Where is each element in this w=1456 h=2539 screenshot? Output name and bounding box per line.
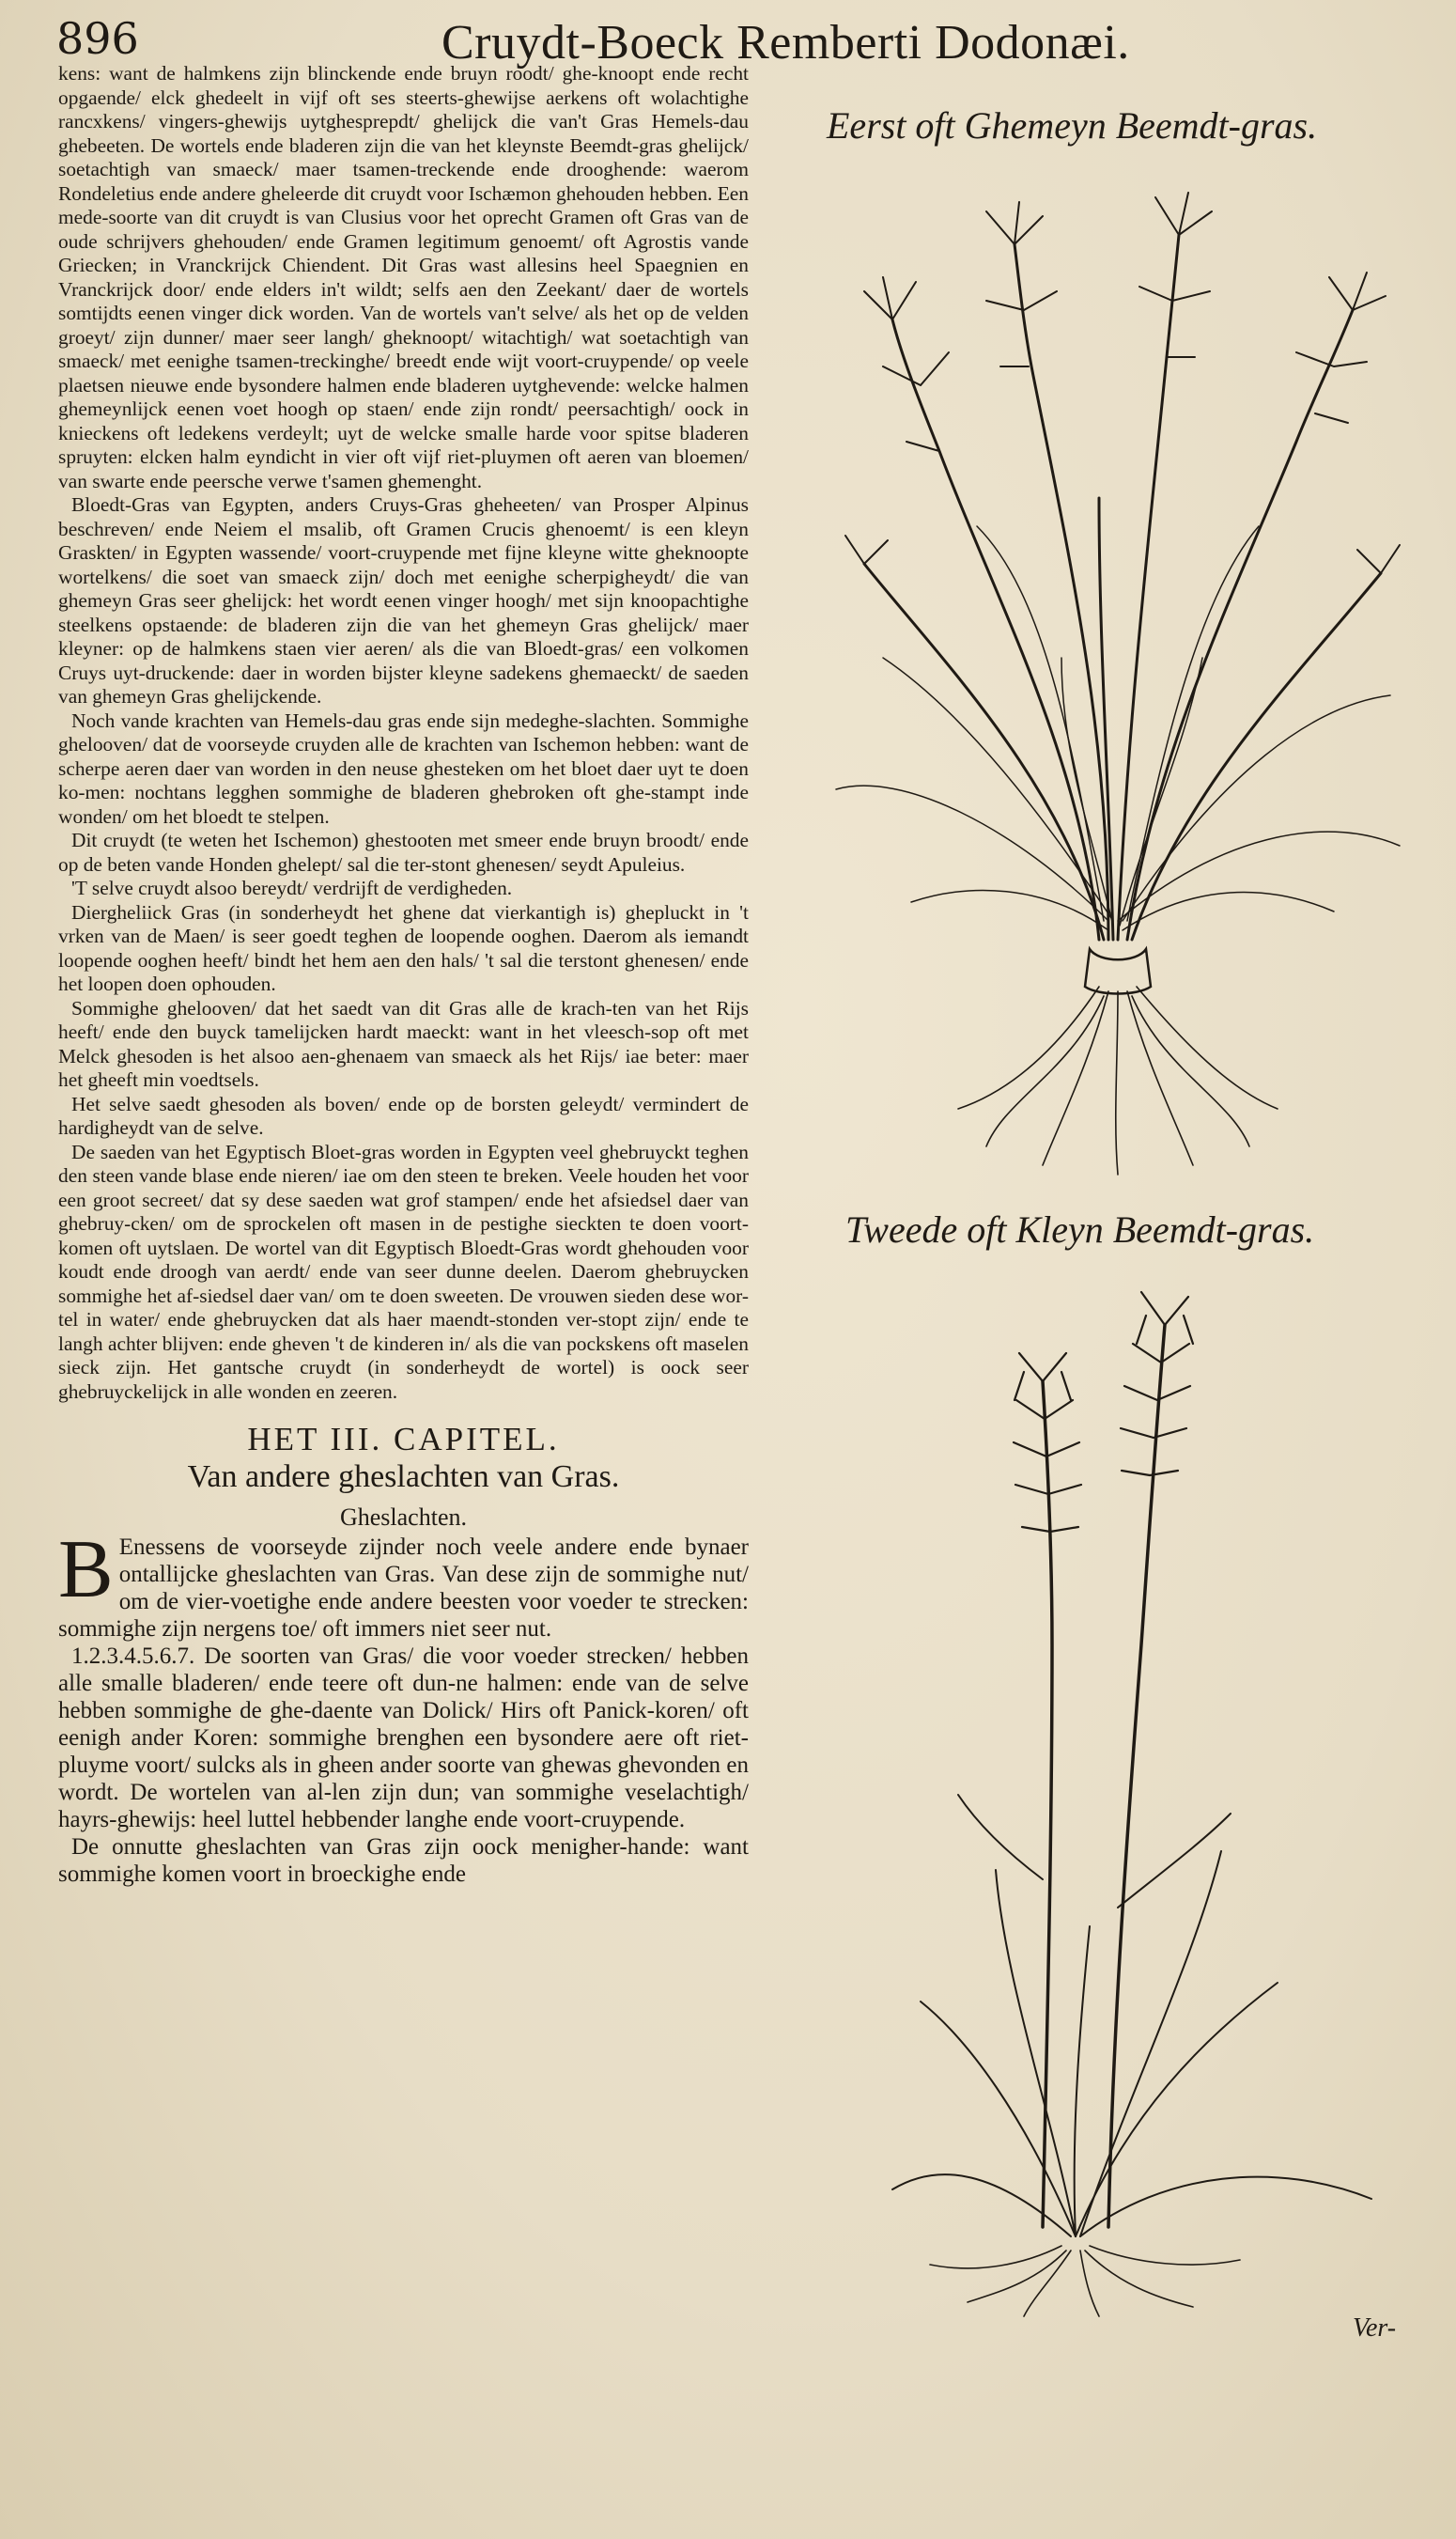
grass-illustration-1 [827,169,1409,1184]
section-heading: Gheslachten. [339,1503,467,1531]
paragraph: 'T selve cruydt alsoo bereydt/ verdrijft de verdigheden. [71,877,513,899]
grass-illustration-2 [883,1269,1390,2330]
running-title: Cruydt-Boeck Remberti Dodonæi. [441,16,1130,70]
page-number: 896 [56,13,139,64]
illustration-caption-1: Eerst oft Ghemeyn Beemdt-gras. [827,104,1318,147]
paragraph: Dit cruydt (te weten het Ischemon) ghestooten met smeer ende bruyn broodt/ ende op de beten vande Honden ghelept/ sal die ter-stont ghenesen/ seydt Apuleius. [58,829,749,876]
paragraph: Het selve saedt ghesoden als boven/ ende op de borsten geleydt/ vermindert de hardigheydt van de selve. [58,1092,749,1139]
text-column [58,62,749,1888]
paragraph: 1.2.3.4.5.6.7. De soorten van Gras/ die voor voeder strecken/ hebben alle smalle bladeren/ ende teere oft dun-ne halmen: ende van de selve hebben sommighe de ghe-daente van Dolick/ Hirs oft Panick-koren/ oft eenigh ander Koren: sommighe brenghen een bysondere aere oft riet-pluyme voort/ sulcks als in gheen ander soorte van ghewas ghevonden en wordt. De wortelen van al-len zijn dun; van sommighe veselachtigh/ hayrs-ghewijs: heel luttel hebbender langhe ende voort-cruypende. [58,1643,749,1832]
intro-paragraph-text: Enessens de voorseyde zijnder noch veele andere ende bynaer ontallijcke gheslachten van Gras. Van dese zijn de sommighe nut/ om de vier-voetighe ende andere beesten voor voeder te strecken: sommighe zijn nergens toe/ oft immers niet seer nut. [58,1534,749,1642]
intro-paragraph [58,1524,749,1643]
paragraph: Diergheliick Gras (in sonderheydt het ghene dat vierkantigh is) ghepluckt in 't vrken van de Maen/ is seer goedt teghen de loopende ooghen. Daerom als iemandt loopende ooghen heeft/ bindt het hem aen den hals/ 't sal die terstont ghenesen/ ende het loopen doen ophouden. [58,900,749,995]
chapter-subtitle: Van andere gheslachten van Gras. [187,1459,620,1494]
paragraph: Noch vande krachten van Hemels-dau gras ende sijn medeghe-slachten. Sommighe ghelooven/ dat de voorseyde cruyden alle de krachten van Ischemon hebben: want de scherpe aeren daer van worden in den neuse ghesteken om het bloet daer uyt te doen ko-men: nochtans legghen sommighe de bladeren ghebroken oft ghe-stampt inde wonden/ om het bloedt te stelpen. [58,709,749,828]
chapter-title: HET III. CAPITEL. [247,1421,560,1457]
paragraph: De saeden van het Egyptisch Bloet-gras worden in Egypten veel ghebruyckt teghen den steen vande blase ende nieren/ iae om den steen te breken. Veele houden het voor een groot secreet/ dat sy dese saeden wat grof stampen/ ende het afsiedsel daer van ghebruy-cken/ om de sprockelen oft masen in de pestighe sieckten te doen voort-komen oft uytslaen. De wortel van dit Egyptisch Bloedt-Gras wordt ghehouden voor koudt ende droogh van aerdt/ ende van seer dunne deelen. Daerom ghebruycken sommighe het af-siedsel daer van/ om te doen sweeten. De vrouwen sieden dese wor-tel in water/ ende ghebruycken dat als haer maendt-stonden ver-stopt zijn/ ende te langh achter blijven: ende gheven 't de kinderen in/ als die van pockskens oft maselen sieck zijn. Het gantsche cruydt (in sonderheydt de wortel) is oock seer ghebruyckelijck in alle wonden en zeeren. [58,1140,749,1403]
drop-cap: B [58,1524,114,1615]
illustration-caption-2: Tweede oft Kleyn Beemdt-gras. [845,1208,1315,1251]
catchword: Ver- [1353,2313,1397,2343]
paragraph: Sommighe ghelooven/ dat het saedt van dit Gras alle de krach-ten van het Rijs heeft/ ende den buyck tamelijcken hardt maeckt: want in het vleesch-sop oft met Melck ghesoden is het alsoo aen-ghenaem van smaeck als het Rijs/ iae beter: maer het gheeft min voedtsels. [58,996,749,1091]
paragraph: kens: want de halmkens zijn blinckende ende bruyn roodt/ ghe-knoopt ende recht opgaende/ elck ghedeelt in vijf oft ses steerts-ghewijse aerkens oft wolachtighe rancxkens/ vingers-ghewijs uytghesprepdt/ ghelijck die van't Gras Hemels-dau ghebeeten. De wortels ende bladeren zijn die van het kleynste Beemdt-gras ghelijck/ soetachtigh van smaeck/ maer tsamen-treckende ende drooghende: waerom Rondeletius ende andere gheleerde dit cruydt voor Ischæmon ghehouden hebben. Een mede-soorte van dit cruydt is van Clusius voor het oprecht Gramen oft Gras van de oude schrijvers ghehouden/ ende Gramen legitimum genoemt/ oft Agrostis vande Griecken; in Vranckrijck Chiendent. Dit Gras wast allesins heel Spaegnien en Vranckrijck door/ ende elders in't wildt; selfs aen den Zeekant/ daer de wortels somtijdts eenen vinger dick worden. Van de wortels van't selve/ als het op de velden groeyt/ zijn dunner/ maer seer langh/ gheknoopt/ witachtigh/ wat soetachtigh van smaeck/ met eenighe tsamen-treckinghe/ breedt ende wijt voort-cruypende/ op veele plaetsen nieuwe ende bysondere halmen ende bladeren uytghevende: welcke halmen ghemeynlijck eenen voet hoogh op staen/ ende zijn rondt/ peersachtigh/ oock in knieckens oft ledekens verdeylt; uyt de welcke smalle harde voor spitse bladeren spruyten: elcken halm eyndicht in vier oft vijf riet-pluymen oft aeren van bloemen/ van swarte ende peersche verwe t'samen ghemenght. [58,62,749,492]
paragraph: De onnutte gheslachten van Gras zijn oock menigher-hande: want sommighe komen voort in broeckighe ende [58,1834,749,1887]
paragraph: Bloedt-Gras van Egypten, anders Cruys-Gras gheheeten/ van Prosper Alpinus beschreven/ ende Neiem el msalib, oft Gramen Crucis ghenoemt/ is een kleyn Graskten/ in Egypten wassende/ voort-cruypende met fijne kleyne witte gheknoopte wortelkens/ die soet van smaeck zijn/ doch met eenighe scherpigheydt/ die van ghemeyn Gras seer ghelijck: het wordt eenen vinger hoogh/ met sijn knoopachtighe steelkens opstaende: de bladeren zijn die van het ghemeyn Gras ghelijck/ maer kleyner: op de halmkens staen vier aeren/ als die van Bloedt-gras/ een volkomen Cruys uyt-druckende: daer in worden bijster kleyne sadekens ghemaeckt/ de saeden van ghemeyn Gras ghelijckende. [58,493,749,708]
